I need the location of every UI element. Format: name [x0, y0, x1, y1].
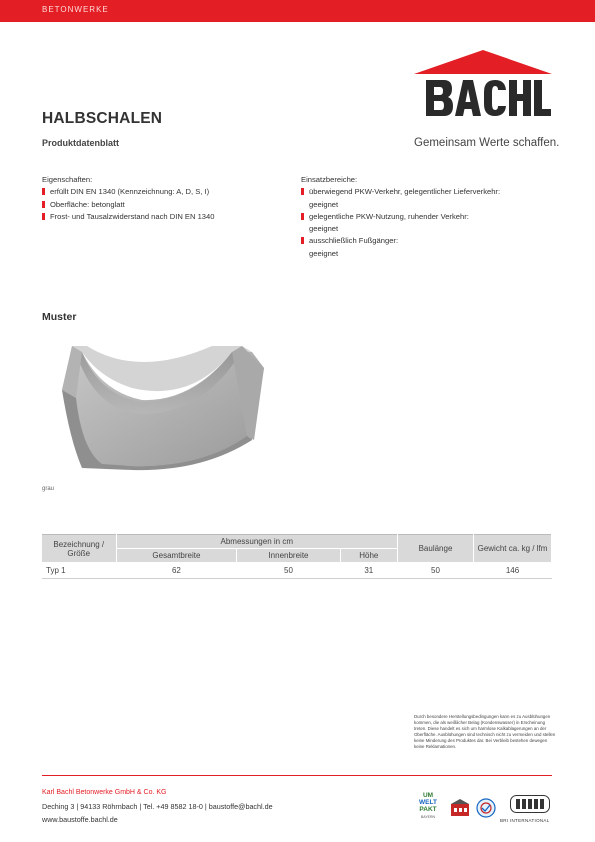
product-image [42, 340, 267, 475]
usage-item-text: gelegentliche PKW-Nutzung, ruhender Verkehr: [309, 211, 469, 221]
usage-section [301, 174, 561, 260]
col-weight: Gewicht ca. kg / lfm [474, 535, 552, 563]
col-inner-width: Innenbreite [237, 549, 340, 563]
cell-inner-width: 50 [237, 563, 340, 579]
company-name: Karl Bachl Betonwerke GmbH & Co. KG [42, 789, 167, 796]
header-category: BETONWERKE [42, 5, 109, 14]
slogan: Gemeinsam Werte schaffen. [414, 137, 560, 149]
usage-item [301, 186, 561, 211]
usage-heading: Einsatzbereiche: [301, 175, 358, 184]
company-address: Deching 3 | 94133 Röhrnbach | Tel. +49 8582 18-0 | baustoffe@bachl.de [42, 802, 273, 811]
color-caption: grau [42, 486, 55, 492]
umwelt-line: BAYERN [420, 815, 436, 819]
cell-total-width: 62 [116, 563, 237, 579]
properties-item: Oberfläche: betonglatt [42, 199, 282, 211]
bri-international-logo [510, 795, 550, 813]
efflorescence-note: Durch besondere Herstellungsbedingungen kann es zu Ausblühungen kommen, die als weißlicher Belag (Kondenswasser) in Erscheinung treten. Diese handelt es sich um harmlose Kalkablagerungen an der Oberfläche. Ausblühungen sind technisch nicht zu vermeiden und stellen keine Minderung des Produktes dar. Bei Verbleib bestehen dewegen keine Reklamationen. [414, 714, 556, 750]
usage-item-rating: geeignet [309, 199, 339, 209]
properties-heading: Eigenschaften: [42, 175, 93, 184]
cert-label: BRI INTERNATIONAL [500, 818, 550, 823]
properties-section [42, 174, 282, 223]
cell-length: 50 [398, 563, 474, 579]
umwelt-line: UM [422, 792, 434, 799]
company-website[interactable]: www.baustoffe.bachl.de [42, 815, 118, 824]
bachl-logo [414, 50, 552, 128]
header-bar [0, 0, 595, 22]
properties-item: erfüllt DIN EN 1340 (Kennzeichnung: A, D, S, I) [42, 186, 282, 198]
page-subtitle: Produktdatenblatt [42, 138, 120, 148]
usage-item-text: ausschließlich Fußgänger: [309, 236, 399, 246]
usage-item-rating: geeignet [309, 248, 339, 258]
cell-name: Typ 1 [42, 563, 116, 579]
col-dimensions: Abmessungen in cm [116, 535, 398, 549]
usage-item [301, 235, 561, 260]
cell-weight: 146 [474, 563, 552, 579]
table-row [42, 563, 552, 579]
umwelt-line: WELT [419, 799, 437, 806]
col-length: Baulänge [398, 535, 474, 563]
umwelt-line: PAKT [419, 806, 437, 813]
properties-item: Frost- und Tausalzwiderstand nach DIN EN 1340 [42, 211, 282, 223]
spec-table [42, 534, 552, 579]
quality-seal-icon [476, 798, 496, 818]
col-designation: Bezeichnung / Größe [42, 535, 116, 563]
usage-item [301, 211, 561, 236]
sample-heading: Muster [42, 311, 77, 323]
col-total-width: Gesamtbreite [116, 549, 237, 563]
page-title: HALBSCHALEN [42, 110, 163, 127]
footer-divider [42, 775, 552, 776]
cell-height: 31 [340, 563, 397, 579]
usage-item-text: überwiegend PKW-Verkehr, gelegentlicher Lieferverkehr: [309, 187, 501, 197]
col-height: Höhe [340, 549, 397, 563]
factory-cert-icon [450, 798, 470, 818]
umweltpakt-logo [414, 790, 442, 820]
usage-item-rating: geeignet [309, 224, 339, 234]
